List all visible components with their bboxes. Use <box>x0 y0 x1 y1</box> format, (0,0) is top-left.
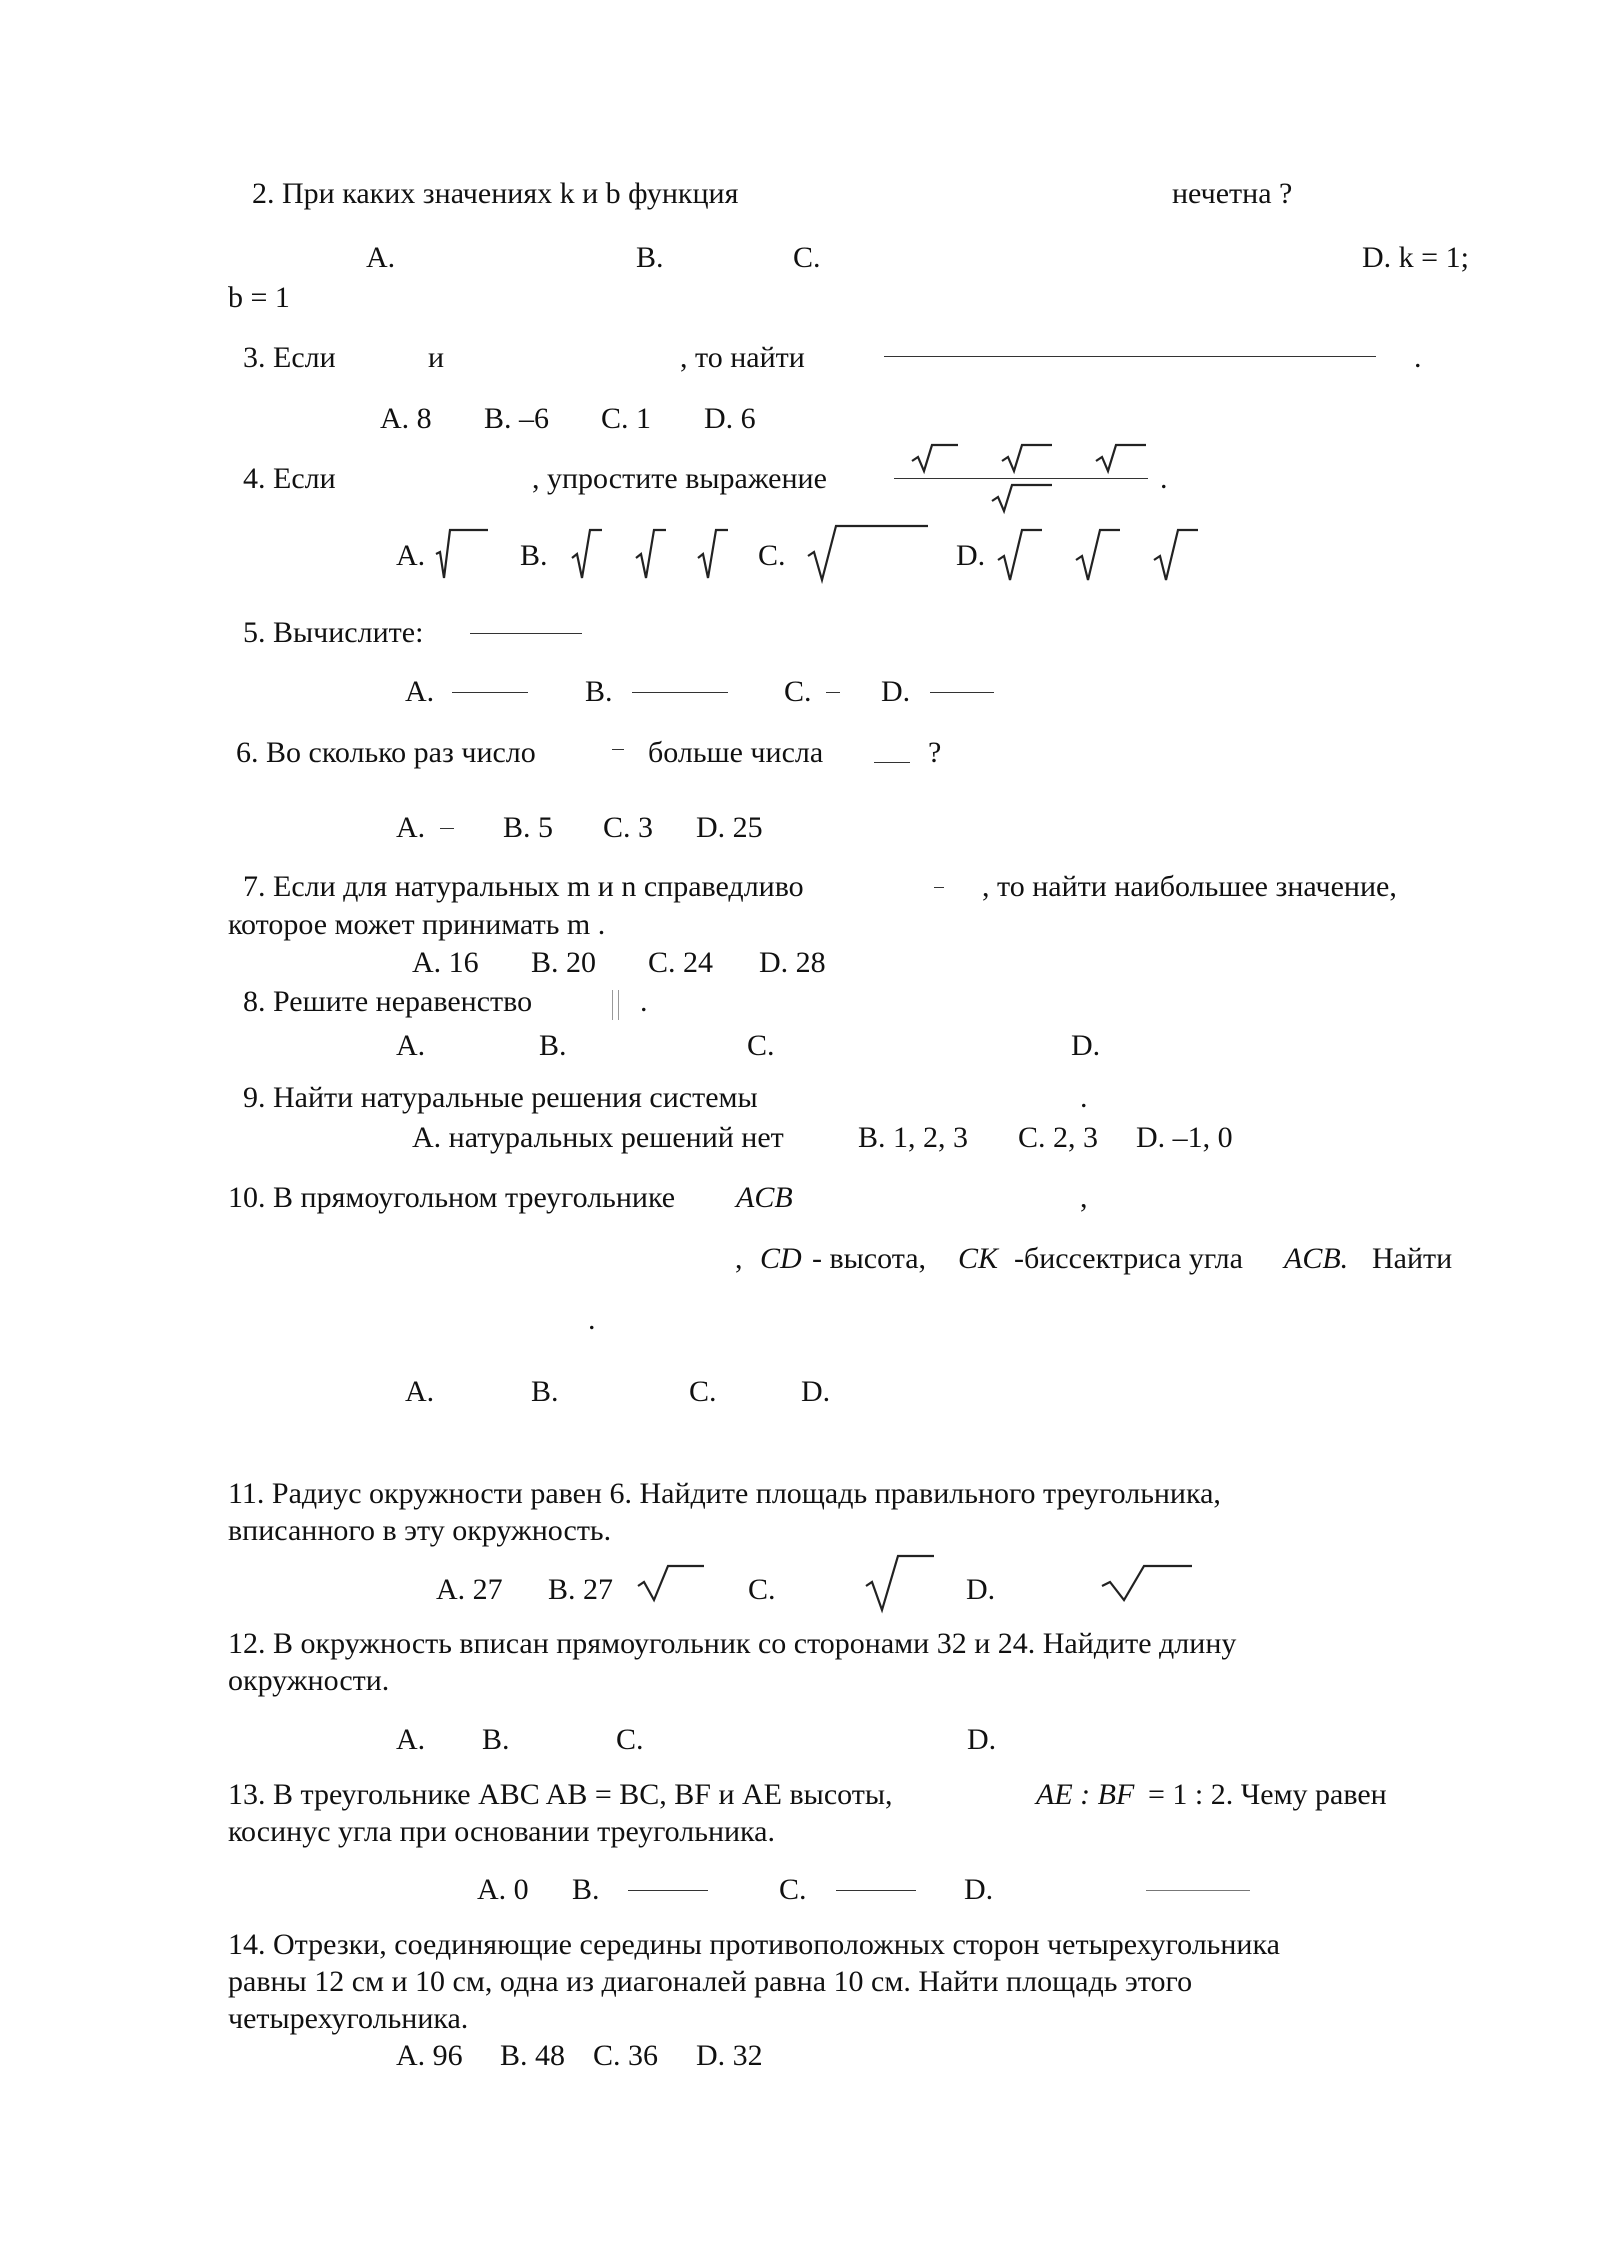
q4-option-d-radical-2-icon <box>1074 524 1124 582</box>
q11-option-a: A. 27 <box>436 1573 503 1606</box>
q10-comma-2: , <box>735 1242 743 1275</box>
q14-option-a: A. 96 <box>396 2039 463 2072</box>
q3-option-c: C. 1 <box>601 402 652 435</box>
q12-option-b: B. <box>482 1723 510 1756</box>
q5-option-c: C. <box>784 675 812 708</box>
q2-option-a: A. <box>366 241 396 274</box>
q12-option-c: C. <box>616 1723 644 1756</box>
q12-text-line-2: окружности. <box>228 1664 390 1697</box>
q4-option-d: D. <box>956 539 986 572</box>
q8-period: . <box>640 985 648 1018</box>
q13-option-d-fraction-bar <box>1146 1890 1250 1891</box>
q14-text-line-1: 14. Отрезки, соединяющие середины противоположных сторон четырехугольника <box>228 1928 1280 1961</box>
q13-text: 13. В треугольнике ABC AB = BC, BF и AE высоты, <box>228 1778 893 1811</box>
q8-abs-bar-right <box>618 990 619 1020</box>
q4-simplify: , упростите выражение <box>532 462 827 495</box>
q7-option-c: C. 24 <box>648 946 714 979</box>
q10-option-d: D. <box>801 1375 831 1408</box>
q7-text: 7. Если для натуральных m и n справедливо <box>243 870 804 903</box>
q4-option-d-radical-3-icon <box>1152 524 1202 582</box>
q11-text-line-1: 11. Радиус окружности равен 6. Найдите площадь правильного треугольника, <box>228 1477 1221 1510</box>
q4-option-c: C. <box>758 539 786 572</box>
q6-text-more: больше числа <box>648 736 824 769</box>
q6-option-b: B. 5 <box>503 811 554 844</box>
q3-period: . <box>1414 341 1422 374</box>
q9-period: . <box>1080 1081 1088 1114</box>
q13-text-line-2: косинус угла при основании треугольника. <box>228 1815 775 1848</box>
q6-question-mark: ? <box>928 736 942 769</box>
q5-option-d-fraction-bar <box>930 692 994 693</box>
q7-option-b: B. 20 <box>531 946 597 979</box>
q10-find: Найти <box>1372 1242 1453 1275</box>
q10-text: 10. В прямоугольном треугольнике <box>228 1181 676 1214</box>
q10-height-text: - высота, <box>812 1242 927 1275</box>
q6-option-a: A. <box>396 811 426 844</box>
q11-option-c-radical-icon <box>864 1552 936 1614</box>
q11-option-b-radical-icon <box>636 1562 706 1604</box>
q10-bisector-text: -биссектриса угла <box>1014 1242 1243 1275</box>
q5-option-a: A. <box>405 675 435 708</box>
q4-period: . <box>1160 462 1168 495</box>
q7-option-d: D. 28 <box>759 946 826 979</box>
q5-option-a-fraction-bar <box>452 692 528 693</box>
q6-number-1-fraction-bar <box>612 749 624 750</box>
q12-option-a: A. <box>396 1723 426 1756</box>
q5-option-b-fraction-bar <box>632 692 728 693</box>
q10-acb: ACB. <box>1284 1242 1349 1275</box>
q13-ratio: AE : BF <box>1036 1778 1135 1811</box>
q6-option-a-fraction-bar <box>440 828 454 829</box>
q7-fraction-bar <box>934 887 944 888</box>
q2-text: 2. При каких значениях k и b функция <box>252 177 739 210</box>
q14-text-line-2: равны 12 см и 10 см, одна из диагоналей равна 10 см. Найти площадь этого <box>228 1965 1193 1998</box>
q2-text-tail: нечетна ? <box>1172 177 1293 210</box>
q3-find: , то найти <box>680 341 805 374</box>
q7-text-line-2: которое может принимать m . <box>228 908 606 941</box>
q3-and: и <box>428 341 445 374</box>
q13-option-c: C. <box>779 1873 807 1906</box>
q10-period: . <box>588 1303 596 1336</box>
q9-option-c: C. 2, 3 <box>1018 1121 1099 1154</box>
q4-option-b-radical-3-icon <box>696 524 730 582</box>
q4-option-b-radical-2-icon <box>634 524 668 582</box>
q12-text-line-1: 12. В окружность вписан прямоугольник со сторонами 32 и 24. Найдите длину <box>228 1627 1237 1660</box>
q6-number-2-fraction-bar <box>874 762 910 763</box>
q13-option-b: B. <box>572 1873 600 1906</box>
q4-denominator-radical-icon <box>990 481 1054 515</box>
q4-option-c-radical-icon <box>806 520 930 584</box>
q10-comma: , <box>1080 1181 1088 1214</box>
q5-option-b: B. <box>585 675 613 708</box>
q10-option-a: A. <box>405 1375 435 1408</box>
q11-option-b: B. 27 <box>548 1573 614 1606</box>
q8-option-b: B. <box>539 1029 567 1062</box>
q11-option-d-radical-icon <box>1100 1562 1194 1606</box>
q5-fraction-bar <box>470 633 582 634</box>
q7-text-tail: , то найти наибольшее значение, <box>982 870 1397 903</box>
q4-option-a-radical-icon <box>434 524 490 582</box>
q2-option-d: D. k = 1; <box>1362 241 1469 274</box>
q13-option-c-fraction-bar <box>836 1890 916 1891</box>
q3-fraction-bar <box>884 356 1376 357</box>
q2-option-c: C. <box>793 241 821 274</box>
q8-abs-bar-left <box>612 990 613 1020</box>
q4-fraction-bar <box>894 478 1148 479</box>
q8-option-a: A. <box>396 1029 426 1062</box>
q8-option-d: D. <box>1071 1029 1101 1062</box>
q9-option-b: B. 1, 2, 3 <box>858 1121 969 1154</box>
q4-numerator-radical-2-icon <box>1000 441 1054 475</box>
q6-option-c: C. 3 <box>603 811 654 844</box>
q10-option-c: C. <box>689 1375 717 1408</box>
q12-option-d: D. <box>967 1723 997 1756</box>
q10-ck: CK <box>958 1242 999 1275</box>
q3-option-d: D. 6 <box>704 402 756 435</box>
q2-option-d-wrap: b = 1 <box>228 281 290 314</box>
q3-option-a: A. 8 <box>380 402 432 435</box>
q11-option-c: C. <box>748 1573 776 1606</box>
q6-option-d: D. 25 <box>696 811 763 844</box>
q4-option-a: A. <box>396 539 426 572</box>
q9-text: 9. Найти натуральные решения системы <box>243 1081 758 1114</box>
q14-option-c: C. 36 <box>593 2039 659 2072</box>
q7-option-a: A. 16 <box>412 946 479 979</box>
q5-option-d: D. <box>881 675 911 708</box>
q2-option-b: B. <box>636 241 664 274</box>
q14-option-b: B. 48 <box>500 2039 566 2072</box>
q14-option-d: D. 32 <box>696 2039 763 2072</box>
q4-option-b: B. <box>520 539 548 572</box>
q11-option-d: D. <box>966 1573 996 1606</box>
q10-option-b: B. <box>531 1375 559 1408</box>
q5-option-c-fraction-bar <box>826 692 840 693</box>
q4-option-d-radical-1-icon <box>996 524 1046 582</box>
q5-text: 5. Вычислите: <box>243 616 424 649</box>
q13-option-a: A. 0 <box>477 1873 529 1906</box>
q13-option-d: D. <box>964 1873 994 1906</box>
q14-text-line-3: четырехугольника. <box>228 2002 469 2035</box>
q13-text-tail: = 1 : 2. Чему равен <box>1148 1778 1387 1811</box>
q6-text: 6. Во сколько раз число <box>236 736 536 769</box>
q11-text-line-2: вписанного в эту окружность. <box>228 1514 612 1547</box>
q4-option-b-radical-1-icon <box>570 524 604 582</box>
q3-option-b: B. –6 <box>484 402 550 435</box>
q10-cd: CD <box>760 1242 802 1275</box>
q4-numerator-radical-1-icon <box>910 441 960 475</box>
q4-label: 4. Если <box>243 462 336 495</box>
q9-option-a: A. натуральных решений нет <box>412 1121 784 1154</box>
q9-option-d: D. –1, 0 <box>1136 1121 1233 1154</box>
q13-option-b-fraction-bar <box>628 1890 708 1891</box>
q3-label: 3. Если <box>243 341 336 374</box>
q8-option-c: C. <box>747 1029 775 1062</box>
q8-text: 8. Решите неравенство <box>243 985 533 1018</box>
q10-triangle-name: ACB <box>736 1181 793 1214</box>
q4-numerator-radical-3-icon <box>1094 441 1148 475</box>
